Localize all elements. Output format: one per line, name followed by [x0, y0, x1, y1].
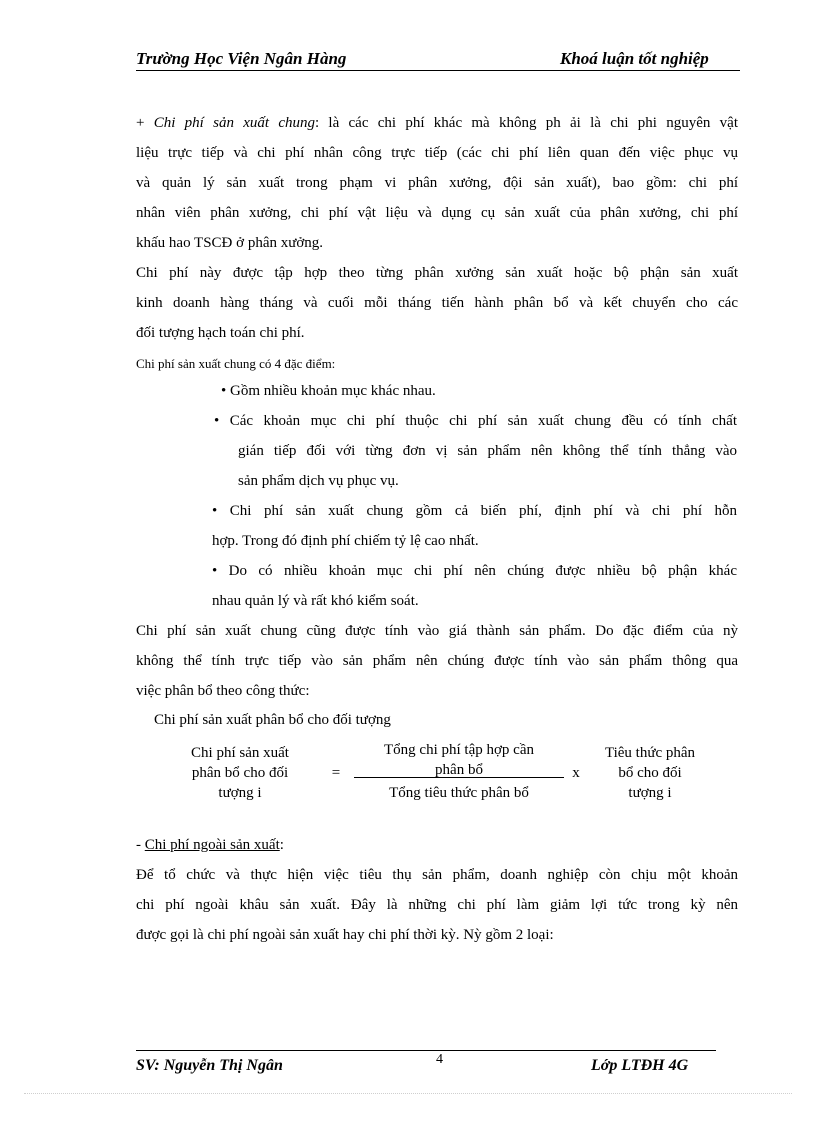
- text-line: và quản lý sản xuất trong phạm vi phân xưởng, đội sản xuất), bao gồm: chi phí: [136, 175, 738, 191]
- header-school: Trường Học Viện Ngân Hàng: [136, 49, 347, 68]
- footer-rule: [136, 1050, 716, 1051]
- formula-lhs-line: tượng i: [218, 785, 262, 801]
- paragraph-allocation: [136, 258, 738, 348]
- formula-numerator: [354, 740, 564, 780]
- text-line: chi phí ngoài khâu sản xuất. Đây là những chi phí làm giảm lợi tức trong kỳ nên: [136, 897, 738, 913]
- paragraph-allocation-formula-intro: [136, 616, 738, 706]
- formula-numerator-line: phân bổ: [435, 762, 483, 778]
- formula-rhs: [586, 743, 714, 803]
- text-line: đối tượng hạch toán chi phí.: [136, 325, 305, 341]
- text-line: gián tiếp đối với từng đơn vị sản phẩm nên không thể tính thẳng vào: [238, 443, 737, 459]
- text-line: Chi phí sản xuất chung có 4 đặc điểm:: [136, 356, 336, 371]
- lead-mark: -: [136, 837, 145, 853]
- header-thesis-label: Khoá luận tốt nghiệp: [560, 49, 709, 68]
- formula-denominator: Tổng tiêu thức phân bổ: [389, 785, 529, 801]
- text-line: Để tổ chức và thực hiện việc tiêu thụ sản phẩm, doanh nghiệp còn chịu một khoản: [136, 867, 738, 883]
- bullet-3: [212, 496, 737, 556]
- paragraph-non-production: [136, 860, 738, 950]
- formula-lhs-line: Chi phí sản xuất: [191, 745, 289, 761]
- footer-student: SV: Nguyễn Thị Ngân: [136, 1057, 283, 1074]
- text-line: liệu trực tiếp và chi phí nhân công trực tiếp (các chi phí liên quan đến việc phục vụ: [136, 145, 738, 161]
- text-line: được gọi là chi phí ngoài sản xuất hay chi phí thời kỳ. Nỳ gồm 2 loại:: [136, 927, 554, 943]
- text-line: khấu hao TSCĐ ở phân xưởng.: [136, 235, 324, 251]
- text-line: việc phân bổ theo công thức:: [136, 683, 310, 699]
- lead-mark: +: [136, 115, 154, 131]
- formula-lhs-line: phân bổ cho đối: [191, 765, 289, 781]
- text-line: sản phẩm dịch vụ phục vụ.: [238, 473, 399, 489]
- text-line: • Các khoản mục chi phí thuộc chi phí sản xuất chung đều có tính chất: [214, 413, 737, 429]
- text-line: không thể tính trực tiếp vào sản phẩm nên chúng được tính vào sản phẩm thông qua: [136, 653, 738, 669]
- section-title: Chi phí ngoài sản xuất: [144, 837, 280, 853]
- bullet-4: [212, 556, 737, 616]
- fraction-bar: [354, 777, 564, 778]
- text-line: nhau quản lý và rất khó kiểm soát.: [212, 593, 419, 609]
- header-rule: [136, 70, 740, 71]
- paragraph-overhead-definition: [136, 108, 738, 258]
- text-line: hợp. Trong đó định phí chiếm tỷ lệ cao nhất.: [212, 533, 479, 549]
- text-line: kinh doanh hàng tháng và cuối mỗi tháng tiến hành phân bổ và kết chuyển cho các: [136, 295, 738, 311]
- formula-title: Chi phí sản xuất phân bổ cho đối tượng: [154, 712, 391, 728]
- text-line: nhân viên phân xưởng, chi phí vật liệu và dụng cụ sản xuất của phân xưởng, chi phí: [136, 205, 738, 221]
- bullet-2: [214, 406, 737, 436]
- text-line: [136, 830, 738, 860]
- section-heading-non-production: [136, 830, 738, 860]
- formula-numerator-line: Tổng chi phí tập hợp cần: [384, 742, 534, 758]
- text-line-rest: : là các chi phí khác mà không ph ải là chi phi nguyên vật: [314, 115, 738, 131]
- formula-equals: =: [331, 765, 341, 781]
- text-line: Chi phí này được tập hợp theo từng phân xưởng sản xuất hoặc bộ phận sản xuất: [136, 265, 738, 281]
- text-line: • Gồm nhiều khoản mục khác nhau.: [221, 383, 436, 399]
- page-edge-divider: [24, 1093, 792, 1094]
- text-line: [136, 108, 738, 138]
- formula-rhs-line: Tiêu thức phân: [604, 745, 696, 761]
- formula-rhs-line: tượng i: [628, 785, 672, 801]
- formula-lhs: [170, 743, 310, 803]
- term-overhead: Chi phí sản xuất chung: [153, 115, 315, 131]
- page-number: 4: [436, 1052, 443, 1067]
- colon: :: [279, 837, 284, 853]
- text-line: • Chi phí sản xuất chung gồm cả biến phí, định phí và chi phí hỗn: [212, 503, 737, 519]
- formula-rhs-line: bổ cho đối: [618, 765, 682, 781]
- text-line: Chi phí sản xuất chung cũng được tính vào giá thành sản phẩm. Do đặc điểm của nỳ: [136, 623, 738, 639]
- bullet-2-continuation: [238, 436, 737, 496]
- footer-class: Lớp LTĐH 4G: [591, 1057, 689, 1074]
- bullet-1: [221, 376, 641, 406]
- formula-times: x: [572, 765, 580, 781]
- text-line: • Do có nhiều khoản mục chi phí nên chúng được nhiều bộ phận khác: [212, 563, 737, 579]
- paragraph-characteristics-intro: [136, 349, 738, 379]
